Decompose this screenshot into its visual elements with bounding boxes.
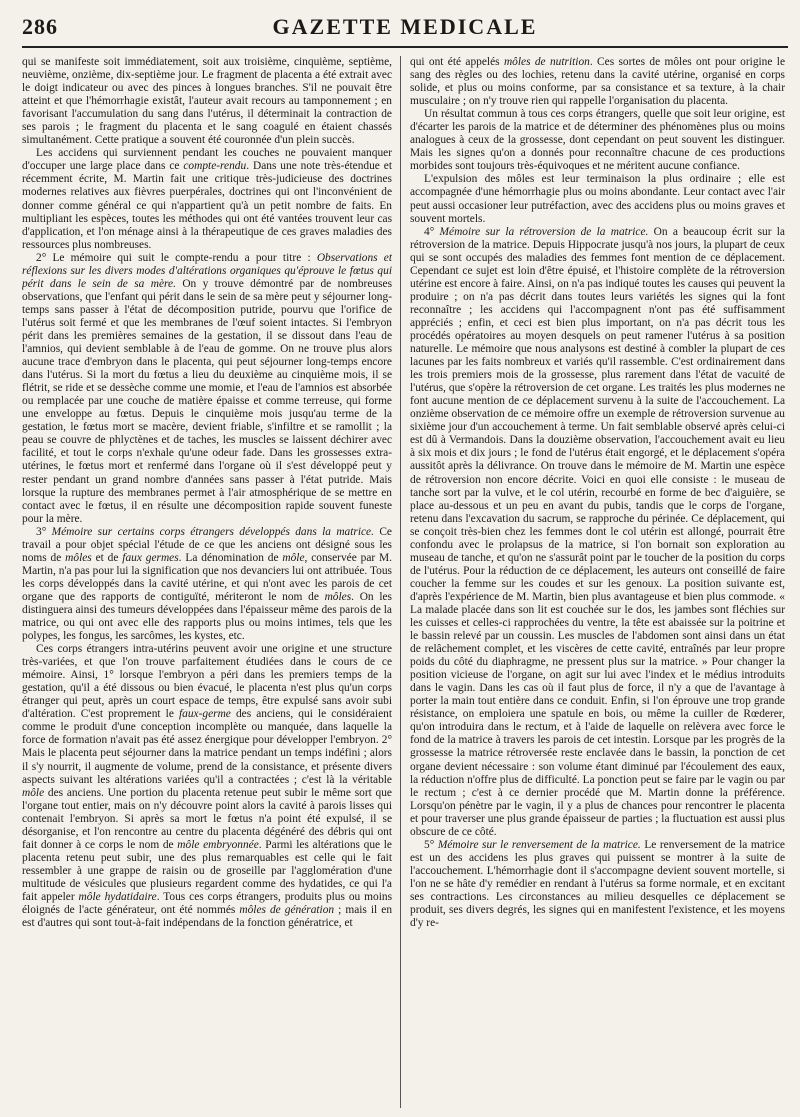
- page-number: 286: [22, 14, 58, 39]
- memoir-title: Mémoire sur certains corps étrangers développés dans la matrice.: [51, 525, 374, 538]
- column-divider: [400, 56, 401, 1108]
- paragraph: 3° Mémoire sur certains corps étrangers développés dans la matrice. Ce travail a pour objet spécial l'étude de ce que les anciens ont désigné sous les noms de môles et de faux germes. La dénomination de môle, conservée par M. Martin, n'a pas pour lui la signification que nos devanciers lui ont attribuée. Tous les corps développés dans la cavité utérine, et qui n'ont avec les parois de cet organe que des rapports de contiguïté, mériteront le nom de môles. On les distinguera ainsi des tumeurs développées dans l'épaisseur même des parois de la matrice, ou qui ont avec elle des rapports plus ou moins intimes, tels que les polypes, les fongus, les sarcômes, les kystes, etc.: [22, 525, 392, 643]
- right-column: [410, 56, 785, 1108]
- paragraph: L'expulsion des môles est leur terminaison la plus ordinaire ; elle est accompagnée d'une hémorrhagie plus ou moins abondante. Leur contact avec l'air peut aussi occasioner leur putréfaction, avec des accidens plus ou moins graves et souvent mortels.: [410, 173, 785, 225]
- paragraph: 4° Mémoire sur la rétroversion de la matrice. On a beaucoup écrit sur la rétroversion de la matrice. Depuis Hippocrate jusqu'à nos jours, la plupart de ceux qui se sont occupés des maladies des femmes font mention de ce déplacement. Cependant ce sujet est loin d'être épuisé, et l'histoire complète de la rétroversion utérine est encore à faire. Ainsi, on n'a pas indiqué toutes les causes qui peuvent la produire ; on n'a pas décrit dans toutes leurs variétés les signes qui la font reconnaître ; les accidens qui l'accompagnent n'ont pas été suffisamment appréciés ; enfin, et ceci est bien plus important, on n'a pas décrit tous les procédés opératoires au moyen desquels on peut ramener l'utérus à sa position naturelle. Le mémoire que nous analysons est destiné à combler la plupart de ces lacunes par les faits nombreux et variés qu'il rassemble. C'est ordinairement dans les trois premiers mois de la grossesse, plus rarement dans l'état de vacuité de l'utérus, que s'opère la rétroversion de cet organe. Les traités les plus modernes ne font aucune mention de ce déplacement survenu à la suite de l'accouchement. La onzième observation de ce mémoire offre un exemple de rétroversion survenue au sixième jour d'un accouchement à terme. Un fait semblable observé après celui-ci est dû à Vermandois. Dans la douzième observation, l'accouchement avait eu lieu à six mois et dix jours ; le fond de l'utérus était engorgé, et le déplacement s'opéra aussitôt après la délivrance. On trouve dans le mémoire de M. Martin une espèce de rétroversion non encore décrite. Voici en quoi elle consiste : le museau de tanche sort par la vulve, et le col utérin, recourbé en forme de bec d'aiguière, se place au-dessous et un peu en avant du pubis, tandis que le corps de l'organe, retenu dans l'excavation du sacrum, se rapproche du périnée. Ce déplacement, qui se conçoit très-bien chez les femmes dont le col utérin est allongé, pourrait être confondu avec le prolapsus de la matrice, si l'on bornait son exploration au museau de tanche, et qu'on ne s'assurât point par le toucher de la position du corps de l'utérus. Pour la réduction de ce déplacement, les auteurs ont conseillé de faire coucher la femme sur les coudes et sur les genoux. La position suivante est, d'après l'expérience de M. Martin, bien plus avantageuse et bien plus commode. « La malade placée dans son lit est couchée sur le dos, les jambes sont fléchies sur les cuisses et celles-ci rapprochées du ventre, la tête est abaissée sur la poitrine et le bassin relevé par un coussin. Les muscles de l'abdomen sont ainsi dans un état de relâchement complet, et les viscères de cette cavité, entraînés par leur propre poids du côté du diaphragme, ne pressent plus sur la matrice. » Pour changer la position vicieuse de l'organe, on agit sur lui avec l'index et le médius introduits dans le vagin. Dans les cas où il faut plus de force, il n'y a que de l'avantage à porter la main tout entière dans ce conduit. Enfin, si l'on éprouve une trop grande résistance, on emploiera une spatule en bois, ou même la cuiller de Rœderer, qu'on introduira dans le rectum, et à l'aide de laquelle on relèvera avec force le fond de la matrice à travers les parois de cet intestin. Lorsque par les progrès de la grossesse la matrice rétroversée reste enclavée dans le bassin, la ponction de cet organe devient nécessaire : son volume étant diminué par l'écoulement des eaux, la réduction n'offre plus de difficulté. La ponction peut se faire par le vagin ou par le rectum ; c'est à ce dernier procédé que M. Martin donne la préférence. Lorsqu'on pénètre par le vagin, il y a plus de chances pour rencontrer le placenta et pour traverser une plus grande épaisseur de parties ; la fluctuation est aussi plus obscure de ce côté.: [410, 225, 785, 838]
- paragraph: Ces corps étrangers intra-utérins peuvent avoir une origine et une structure très-variées, et que l'on trouve parfaitement étudiées dans le cours de ce mémoire. Ainsi, 1° lorsque l'embryon a péri dans les premiers temps de la gestation, qu'il a été dissous ou bien évacué, le placenta n'est plus qu'un corps étranger qui peut, après un court espace de temps, être expulsé sans avoir subi d'altération. C'est proprement le faux-germe des anciens, qui le considéraient comme le produit d'une conception incomplète ou manquée, dans laquelle la force de formation n'avait pas été assez énergique pour développer l'embryon. 2° Mais le placenta peut séjourner dans la matrice pendant un temps indéfini ; alors il s'y nourrit, il augmente de volume, prend de la consistance, et présente divers aspects suivant les altérations variées qu'il a contractées ; c'est là la véritable môle des anciens. Une portion du placenta retenue peut subir le même sort que l'organe tout entier, mais on n'y découvre point alors la cavité à parois lisses qui contenait l'embryon. Si après sa mort le fœtus n'a point été expulsé, il se désorganise, et l'on rencontre au centre du placenta dégénéré des débris qui ont fait donner à ce corps le nom de môle embryonnée. Parmi les altérations que le placenta retenu peut subir, une des plus remarquables est celle qui le fait ressembler à une grappe de raisin ou de groseille par l'agglomération d'une multitude de vésicules que plusieurs regardent comme des hydatides, ce qui l'a fait appeler môle hydatidaire. Tous ces corps étrangers, produits plus ou moins éloignés de l'acte générateur, ont été nommés môles de génération ; mais il en est d'autres qui sont tout-à-fait indépendans de la fonction génératrice, et: [22, 643, 392, 930]
- paragraph: Les accidens qui surviennent pendant les couches ne pouvaient manquer d'occuper une large place dans ce compte-rendu. Dans une note très-étendue et récemment écrite, M. Martin fait une critique très-judicieuse des doctrines modernes relatives aux fièvres puerpérales, doctrines qui ont l'inconvénient de donner comme général ce qui n'appartient qu'à un petit nombre de faits. En multipliant les espèces, toutes les méthodes qui ont été vantées trouvent leur cas d'application, et l'on ménage ainsi à la thérapeutique de ces graves maladies des ressources plus nombreuses.: [22, 147, 392, 251]
- paragraph: qui se manifeste soit immédiatement, soit aux troisième, cinquième, septième, neuvième, onzième, dix-septième jour. Le fragment de placenta a été extrait avec le doigt indicateur ou avec des pinces à longues branches. S'il ne pouvait être atteint et que l'hémorrhagie existât, l'auteur avait recours au tamponnement ; en favorisant l'accumulation du sang dans l'utérus, il déterminait la contraction de ses parois ; le fragment du placenta et le sang coagulé en étaient chassés simultanément. Cette pratique a souvent été couronnée d'un plein succès.: [22, 56, 392, 147]
- journal-title: GAZETTE MEDICALE: [272, 14, 538, 39]
- memoir-title: Mémoire sur la rétroversion de la matrice.: [439, 225, 649, 238]
- memoir-title: Mémoire sur le renversement de la matrice.: [437, 838, 641, 851]
- paragraph: qui ont été appelés môles de nutrition. Ces sortes de môles ont pour origine le sang des règles ou des lochies, retenu dans la cavité utérine, organisé en corps solide, et plus ou moins conforme, par sa consistance et sa texture, à la chair musculaire ; on n'y trouve rien qui rappelle l'organisation du placenta.: [410, 56, 785, 108]
- paragraph: 5° Mémoire sur le renversement de la matrice. Le renversement de la matrice est un des accidens les plus graves qui puissent se montrer à la suite de l'accouchement. L'hémorrhagie dont il s'accompagne devient souvent mortelle, si l'on ne se hâte d'y remédier en rendant à l'utérus sa forme normale, et en excitant ses contractions. Les circonstances au milieu desquelles ce déplacement se produit, ses divers degrés, les signes qui en manifestent l'existence, et les moyens d'y re-: [410, 838, 785, 930]
- paragraph: 2° Le mémoire qui suit le compte-rendu a pour titre : Observations et réflexions sur les divers modes d'altérations organiques qu'éprouve le fœtus qui périt dans le sein de sa mère. On y trouve démontré par de nombreuses observations, que l'enfant qui périt dans le sein de sa mère peut y séjourner long-temps sans passer à l'état de décomposition putride, pourvu que l'orifice de l'utérus soit fermé et que les membranes de l'œuf soient intactes. Si l'embryon périt dans les premières semaines de la gestation, il se dissout dans l'eau de l'amnios, qui devient semblable à de l'eau de gomme. On ne trouve plus alors aucune trace d'embryon dans le placenta, qui peut séjourner long-temps encore dans l'utérus. Si la mort du fœtus a lieu du deuxième au cinquième mois, il se flétrit, se ride et se dessèche comme une momie, et l'eau de l'amnios est absorbée ou remplacée par une couche de matière épaisse et comme terreuse, qui forme une enveloppe au fœtus. Depuis le cinquième mois jusqu'au terme de la gestation, le fœtus mort se macère, devient friable, s'infiltre et se ramollit ; la peau se couvre de phlyctènes et de taches, les muscles se laissent déchirer avec facilité, et tout le corps n'exhale qu'une odeur fade. Dans les grossesses extra-utérines, le fœtus mort et renfermé dans l'organe où il s'est développé peut y rester pendant un grand nombre d'années sans passer à l'état putride. Mais lorsque la rupture des membranes permet à l'air atmosphérique de se mettre en contact avec le fœtus, il en résulte une décomposition rapide souvent funeste pour la mère.: [22, 251, 392, 525]
- page-header: [22, 14, 788, 48]
- left-column: [22, 56, 392, 1108]
- memoir-title: Observations et réflexions sur les divers modes d'altérations organiques qu'éprouve le fœtus qui périt dans le sein de sa mère.: [22, 251, 392, 290]
- paragraph: Un résultat commun à tous ces corps étrangers, quelle que soit leur origine, est d'écarter les parois de la matrice et de déterminer des phénomènes plus ou moins analogues à ceux de la grossesse, dont cependant on peut souvent les distinguer. Mais les signes qu'on a donnés pour reconnaître chacune de ces productions morbides sont toujours très-équivoques et ne méritent aucune confiance.: [410, 108, 785, 173]
